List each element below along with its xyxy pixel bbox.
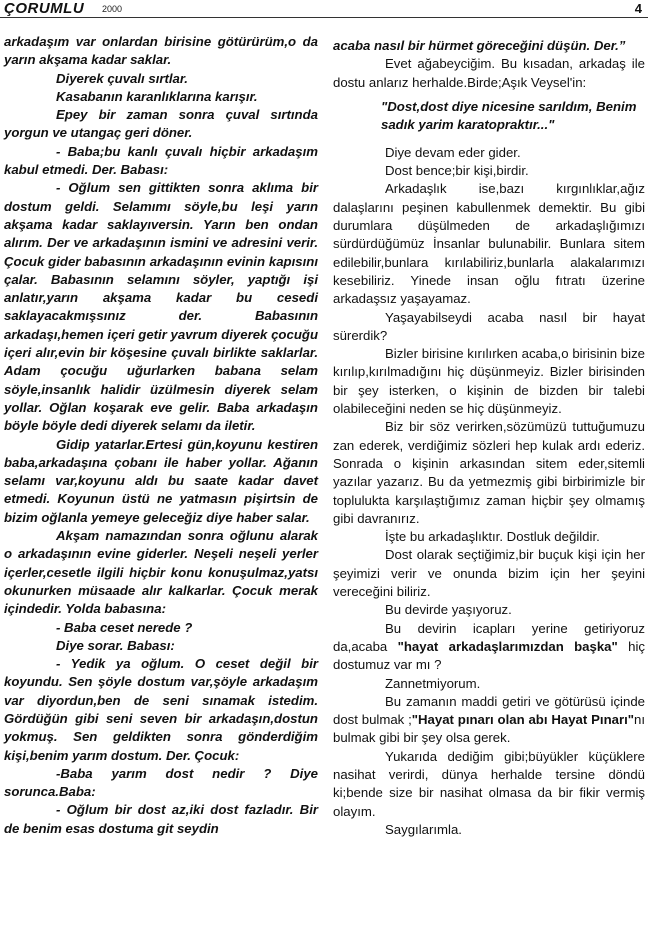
- left-column: [4, 33, 318, 838]
- bold-phrase: "hayat arkadaşlarımızdan başka": [397, 638, 618, 654]
- paragraph: - Oğlum sen gittikten sonra aklıma bir dostum geldi. Selamımı söyle,bu leşi yarın akşama kadar saklayıversin. Yarın ben ondan alırım. Der ve arkadaşının ismini ve adresini verir. Çocuk gider babasının arkadaşının evinin kapısını çalar. Babasının selamını söyler, yaptığı işi anlatır,yarın akşama kadar bu cesedi saklayacakmışsınız der. Babasının arkadaşı,hemen içeri getir yavrum diyerek çocuğu içeri alır,evin bir köşesine çuvalı birlikte saklarlar. Adam çocuğu uğurlarken babana selam söyle,insanlık halidir üzülmesin diyerek selam yollar. Oğlan koşarak eve gelir. Baba arkadaşın böyle böyle dedi diyerek selamı da iletir.: [4, 180, 318, 434]
- right-column: [333, 37, 645, 839]
- paragraph: Diye sorar. Babası:: [56, 637, 175, 653]
- poem-quote: "Dost,dost diye nicesine sarıldım, Benim sadık yarim karatopraktır...": [381, 98, 637, 132]
- paragraph: Diye devam eder gider.: [385, 144, 521, 160]
- paragraph: Yaşayabilseydi acaba nasıl bir hayat sürerdik?: [333, 309, 645, 343]
- paragraph: Diyerek çuvalı sırtlar.: [56, 70, 188, 86]
- paragraph: [333, 620, 645, 675]
- text-run: Bu zamanın maddi getiri ve götürüsü içinde dost bulmak ;: [333, 693, 645, 728]
- paragraph: Zannetmiyorum.: [385, 675, 481, 691]
- paragraph: Yukarıda dediğim gibi;büyükler küçüklere nasihat verirdi, dünya herhalde tersine döndü ki;bende size bir nasihat olmasa da bir fikir vermiş olayım.: [333, 748, 645, 819]
- paragraph: Epey bir zaman sonra çuval sırtında yorgun ve utangaç geri döner.: [4, 107, 318, 141]
- paragraph: - Oğlum bir dost az,iki dost fazladır. Bir de benim esas dostuma git seydin: [4, 802, 318, 836]
- paragraph: - Yedik ya oğlum. O ceset değil bir koyundu. Sen şöyle dostum var,şöyle arkadaşım var diyordun,ben de seni sınamak istedim. Gördüğün gibi seni seven bir arkadaşın,dostun yokmuş. Sen geldikten sonra gönderdiğim kişi,benim yarım dostum. Der. Çocuk:: [4, 656, 318, 763]
- newspaper-title: ÇORUMLU: [4, 0, 85, 17]
- paragraph: acaba nasıl bir hürmet göreceğini düşün. Der.”: [333, 38, 626, 53]
- header-divider: [0, 17, 648, 18]
- paragraph: [333, 693, 645, 748]
- paragraph: Evet ağabeyciğim. Bu kısadan, arkadaş ile dostu anlarız herhalde.Birde;Aşık Veysel'in:: [333, 56, 645, 90]
- paragraph: Akşam namazından sonra oğlunu alarak o arkadaşının evine giderler. Neşeli neşeli yerler içerler,cesetle ilgili hiçbir konu konuşulmaz,yatsı okunurken müsaade alır kalkarlar. Çocuk merak içindedir. Yolda babasına:: [4, 528, 318, 617]
- paragraph: İşte bu arkadaşlıktır. Dostluk değildir.: [385, 529, 600, 545]
- paragraph: Arkadaşlık ise,bazı kırgınlıklar,ağız dalaşlarını peşinen kabullenmek demektir. Bu gibi durumlara düşülmeden de arkadaşlığımızı sürdürdüğümüz İnsanlar bulunabilir. Bunlara sitem edilebilir,bunlara kırılabiliriz,bunlarla alakalarımızı kesebiliriz. Yinede insan oğlu fıtratı üzerine arkadaşsız yaşayamaz.: [333, 181, 645, 307]
- paragraph: Dost olarak seçtiğimiz,bir buçuk kişi için her şeyimizi verir ve onunda bizim için her şeyini vereceğini biliriz.: [333, 547, 645, 600]
- paragraph: arkadaşım var onlardan birisine götürürüm,o da yarın akşama kadar saklar.: [4, 34, 318, 68]
- text-run: nı bulmak gibi bir şey olsa gerek.: [333, 712, 646, 746]
- page-number: 4: [634, 1, 642, 16]
- bold-phrase: "Hayat pınarı olan abı Hayat Pınarı": [411, 712, 635, 728]
- paragraph: - Baba;bu kanlı çuvalı hiçbir arkadaşım kabul etmedi. Der. Babası:: [4, 143, 318, 178]
- paragraph: -Baba yarım dost nedir ? Diye sorunca.Baba:: [4, 765, 318, 800]
- text-run: Bu devirin icapları yerine getiriyoruz da,acaba: [333, 620, 645, 654]
- paragraph: Gidip yatarlar.Ertesi gün,koyunu kestiren baba,arkadaşına çobanı ile haber yollar. Ağanın selamı var,koyunu aldı bu saate kadar davet etmedi. Koyunun üstü ne yatmasın pişirtsin de bizim oğlanla yemeye geleceğiz diye haber salar.: [4, 436, 318, 525]
- signoff: Saygılarımla.: [385, 821, 462, 837]
- page-header: [0, 0, 648, 18]
- paragraph: Bu devirde yaşıyoruz.: [385, 602, 512, 618]
- text-run: hiç dostumuz var mı ?: [333, 638, 645, 673]
- paragraph: Kasabanın karanlıklarına karışır.: [56, 88, 258, 104]
- paragraph: - Baba ceset nerede ?: [56, 619, 193, 635]
- issue-year: 2000: [102, 4, 123, 14]
- paragraph: Dost bence;bir kişi,birdir.: [385, 163, 529, 179]
- paragraph: Biz bir söz verirken,sözümüzü tuttuğumuzu zan ederek, verdiğimiz sözleri hep kulak ardı ederiz. Sonrada o kişinin arkasından sitem eder,sitemli yazılar yazarız. Bu da yetmezmiş gibi birbirimizle bir toplulukta karşılaştığımız zaman hiçbir şey olmamış gibi davranırız.: [333, 419, 645, 526]
- paragraph: Bizler birisine kırılırken acaba,o birisinin bize kırılıp,kırılmadığını hiç düşünmeyiz. Bizler birisinden bir şey isterken, o kişinin de bizden bir talebi olabileceğini neden se hiç düşünmeyiz.: [333, 346, 645, 417]
